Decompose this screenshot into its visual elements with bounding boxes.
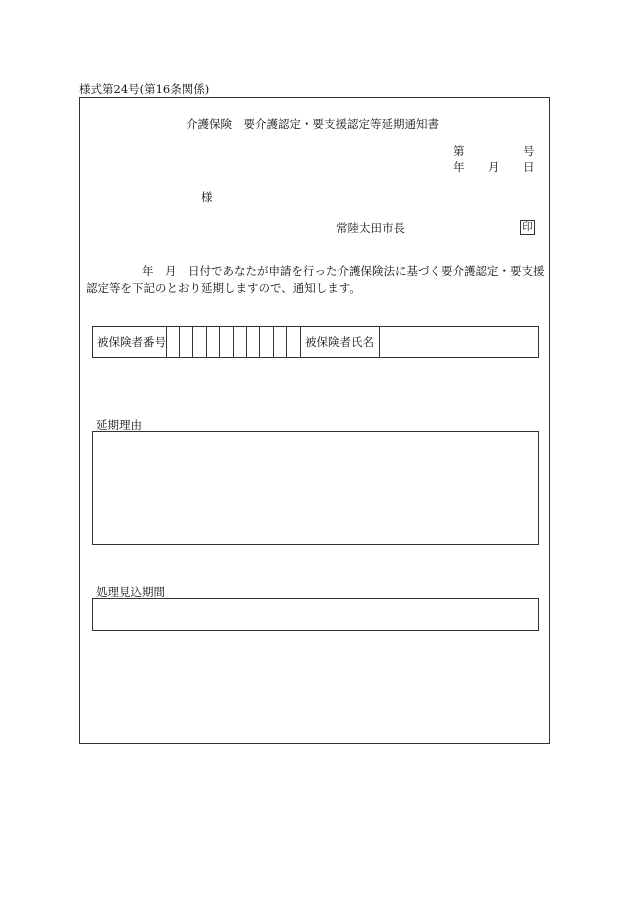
- document-title: 介護保険 要介護認定・要支援認定等延期通知書: [186, 117, 439, 131]
- postpone-reason-label: 延期理由: [96, 418, 142, 432]
- cell-divider: [233, 327, 234, 357]
- addressee-suffix: 様: [201, 190, 213, 204]
- postpone-reason-box[interactable]: [92, 431, 539, 545]
- issuer-name: 常陸太田市長: [336, 221, 405, 235]
- cell-divider: [246, 327, 247, 357]
- cell-divider: [286, 327, 287, 357]
- cell-divider: [166, 327, 167, 357]
- form-label: 様式第24号(第16条関係): [79, 82, 210, 96]
- insured-table: [92, 326, 539, 358]
- notice-body: [86, 263, 548, 297]
- cell-divider: [259, 327, 260, 357]
- date-day: 日: [523, 160, 535, 174]
- notice-text: であなたが申請を行った介護保険法に基づく要介護認定・要支援認定等を下記のとおり延期しますので、通知します。: [86, 264, 545, 295]
- cell-divider: [192, 327, 193, 357]
- insured-name-label: 被保険者氏名: [305, 335, 374, 349]
- cell-divider: [273, 327, 274, 357]
- notice-date-part: 年 月 日付: [142, 264, 211, 278]
- cell-divider: [179, 327, 180, 357]
- cell-divider: [379, 327, 380, 357]
- seal-stamp: 印: [520, 220, 535, 235]
- number-prefix: 第: [453, 144, 465, 158]
- cell-divider: [300, 327, 301, 357]
- cell-divider: [219, 327, 220, 357]
- expected-period-label: 処理見込期間: [96, 585, 165, 599]
- number-suffix: 号: [523, 144, 535, 158]
- insured-number-label: 被保険者番号: [97, 335, 166, 349]
- expected-period-box[interactable]: [92, 598, 539, 631]
- date-month: 月: [488, 160, 500, 174]
- date-year: 年: [453, 160, 465, 174]
- form-frame: [79, 97, 550, 744]
- cell-divider: [206, 327, 207, 357]
